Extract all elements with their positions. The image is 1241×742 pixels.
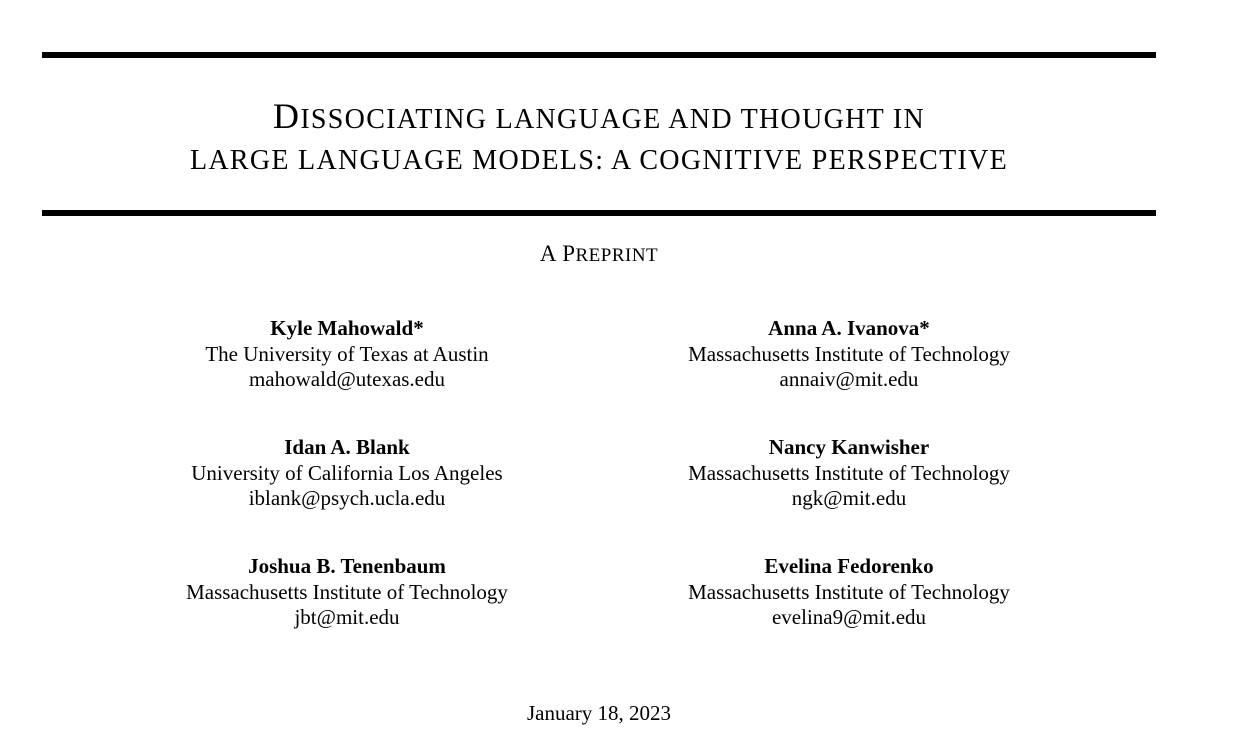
- preprint-rest: REPRINT: [575, 245, 659, 266]
- author-email[interactable]: annaiv@mit.edu: [779, 367, 919, 391]
- author-block: [609, 316, 1089, 393]
- title-rule-bottom: [42, 210, 1156, 216]
- author-name: Evelina Fedorenko: [764, 554, 934, 578]
- author-email[interactable]: ngk@mit.edu: [791, 486, 907, 510]
- author-affiliation: Massachusetts Institute of Technology: [186, 579, 508, 604]
- preprint-label: [0, 241, 1198, 267]
- author-block: [107, 435, 587, 512]
- author-name: Anna A. Ivanova*: [768, 316, 930, 340]
- author-affiliation: The University of Texas at Austin: [205, 341, 489, 366]
- author-affiliation: University of California Los Angeles: [191, 460, 503, 485]
- publication-date: January 18, 2023: [526, 701, 672, 725]
- preprint-initial-a: A: [539, 241, 557, 266]
- title-initial: D: [273, 96, 301, 136]
- author-name: Idan A. Blank: [284, 435, 410, 459]
- author-email[interactable]: evelina9@mit.edu: [771, 605, 927, 629]
- author-email[interactable]: jbt@mit.edu: [294, 605, 400, 629]
- author-affiliation: Massachusetts Institute of Technology: [688, 579, 1010, 604]
- author-block: [107, 316, 587, 393]
- author-name: Nancy Kanwisher: [768, 435, 930, 459]
- preprint-initial-p: P: [562, 241, 576, 266]
- title-line-1-text: ISSOCIATING LANGUAGE AND THOUGHT IN: [300, 104, 925, 135]
- author-email[interactable]: mahowald@utexas.edu: [248, 367, 446, 391]
- author-block: [107, 554, 587, 631]
- author-affiliation: Massachusetts Institute of Technology: [688, 460, 1010, 485]
- author-block: [609, 435, 1089, 512]
- author-affiliation: Massachusetts Institute of Technology: [688, 341, 1010, 366]
- paper-title-line-2: LARGE LANGUAGE MODELS: A COGNITIVE PERSPECTIVE: [189, 145, 1009, 176]
- author-name: Kyle Mahowald*: [270, 316, 424, 340]
- author-block: [609, 554, 1089, 631]
- title-rule-top: [42, 52, 1156, 58]
- author-email[interactable]: iblank@psych.ucla.edu: [248, 486, 446, 510]
- paper-title-line-1: [42, 98, 1156, 134]
- author-name: Joshua B. Tenenbaum: [248, 554, 446, 578]
